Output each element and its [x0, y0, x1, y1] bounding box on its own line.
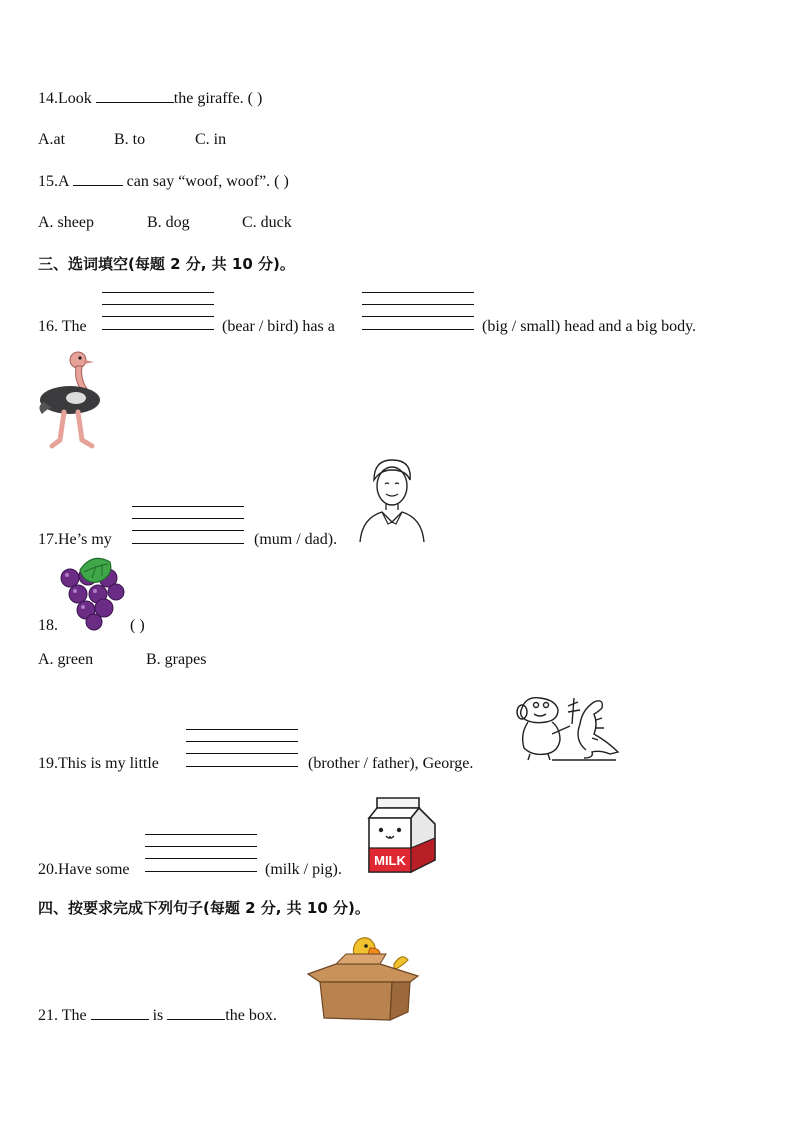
- q14-prefix: 14.Look: [38, 90, 92, 107]
- q15-option-b[interactable]: B. dog: [147, 214, 190, 231]
- q15-suffix: can say “woof, woof”. ( ): [126, 173, 289, 190]
- question-14: [38, 88, 262, 109]
- question-15: [38, 171, 289, 192]
- q18-paren[interactable]: ( ): [130, 617, 145, 634]
- q14-option-c[interactable]: C. in: [195, 131, 227, 148]
- duck-in-box-image: [306, 934, 422, 1022]
- q16-prefix: 16. The: [38, 318, 87, 335]
- q14-options: [38, 130, 226, 150]
- q14-option-b[interactable]: B. to: [114, 131, 146, 148]
- q20-prefix: 20.Have some: [38, 861, 130, 878]
- question-21: [38, 1005, 277, 1026]
- q18-option-a[interactable]: A. green: [38, 651, 94, 668]
- milk-carton-label: MILK: [374, 853, 406, 868]
- q21-suffix: the box.: [225, 1007, 277, 1024]
- q17-suffix: (mum / dad).: [254, 531, 338, 548]
- q18-option-b[interactable]: B. grapes: [146, 651, 207, 668]
- q21-blank-2[interactable]: [167, 1005, 225, 1020]
- q19-suffix: (brother / father), George.: [308, 755, 474, 772]
- q21-prefix: 21. The: [38, 1007, 87, 1024]
- milk-carton-image: [365, 794, 441, 874]
- q20-suffix: (milk / pig).: [265, 861, 342, 878]
- section-3-heading: 三、选词填空(每题 2 分, 共 10 分)。: [38, 255, 295, 273]
- q18-prefix: 18.: [38, 617, 58, 634]
- q16-suffix: (big / small) head and a big body.: [482, 318, 697, 335]
- q15-options: [38, 213, 292, 233]
- q15-option-c[interactable]: C. duck: [242, 214, 292, 231]
- q19-prefix: 19.This is my little: [38, 755, 159, 772]
- q14-blank[interactable]: [96, 88, 174, 103]
- q21-blank-1[interactable]: [91, 1005, 149, 1020]
- q18-options: [38, 650, 206, 670]
- grapes-image: [58, 556, 126, 632]
- ostrich-image: [38, 346, 108, 450]
- q15-blank[interactable]: [73, 171, 123, 186]
- section-4-heading: 四、按要求完成下列句子(每题 2 分, 共 10 分)。: [38, 899, 370, 917]
- q21-mid: is: [152, 1007, 164, 1024]
- man-image: [358, 458, 426, 544]
- q14-option-a[interactable]: A.at: [38, 131, 66, 148]
- q15-option-a[interactable]: A. sheep: [38, 214, 94, 231]
- q15-prefix: 15.A: [38, 173, 69, 190]
- q17-prefix: 17.He’s my: [38, 531, 112, 548]
- q16-mid: (bear / bird) has a: [222, 318, 335, 335]
- q14-suffix: the giraffe. ( ): [173, 90, 263, 107]
- george-pig-image: [512, 690, 622, 766]
